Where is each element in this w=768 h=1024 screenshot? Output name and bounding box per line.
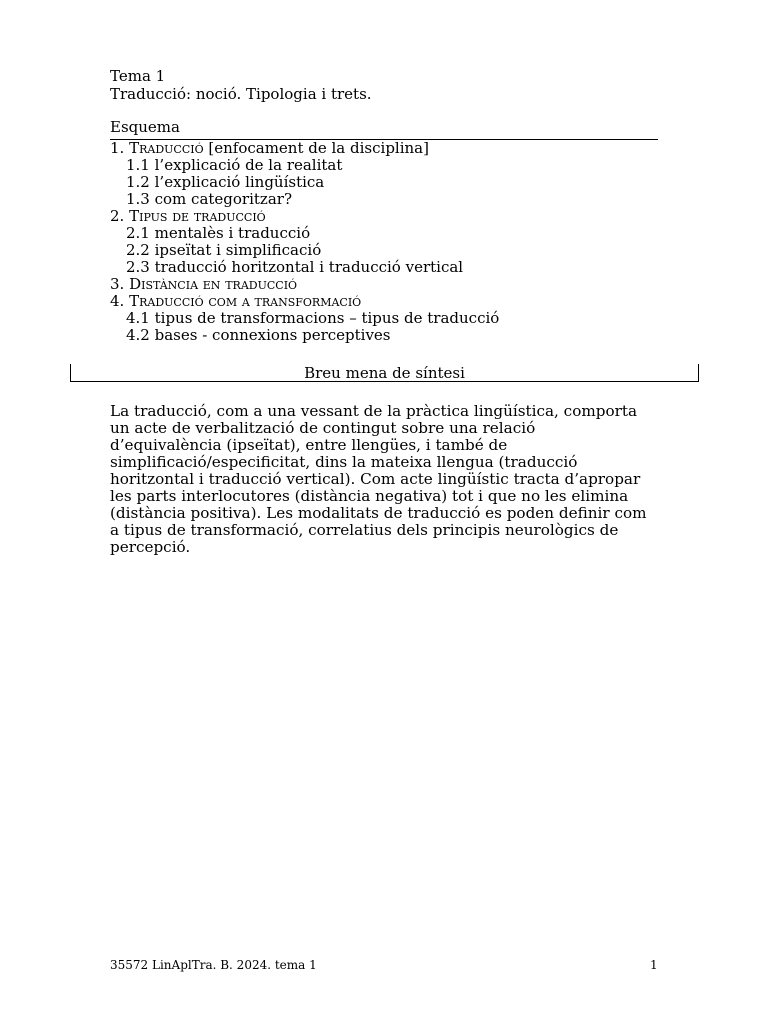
- outline-subitem: 2.3 traducció horitzontal i traducció vertical: [126, 258, 464, 276]
- synthesis-heading: Breu mena de síntesi: [70, 364, 699, 382]
- footer-page-number: 1: [650, 958, 658, 972]
- outline-section: [110, 140, 670, 157]
- outline-subitem: 1.2 l’explicació lingüística: [126, 173, 325, 191]
- outline-subitem: 1.1 l’explicació de la realitat: [126, 156, 343, 174]
- outline-subitem: 2.2 ipseïtat i simplificació: [126, 241, 322, 259]
- outline-section-note: [enfocament de la disciplina]: [203, 139, 429, 157]
- outline-title: Esquema: [110, 118, 180, 136]
- outline-section-number: 1.: [110, 139, 130, 157]
- outline-section-title: Traducció: [129, 139, 204, 157]
- outline-section-title: Traducció com a transformació: [129, 292, 362, 310]
- synthesis-paragraph: La traducció, com a una vessant de la pràctica lingüística, comporta un acte de verbalització de contingut sobre una relació d’equivalència (ipseïtat), entre llengües, i també de simplificació/especificitat, dins la mateixa llengua (traducció horitzontal i traducció vertical). Com acte lingüístic tracta d’apropar les parts interlocutores (distància negativa) tot i que no les elimina (distància positiva). Les modalitats de traducció es poden definir com a tipus de transformació, correlatius dels principis neurològics de percepció.: [110, 402, 647, 556]
- outline-section: [110, 208, 670, 225]
- outline-list: [110, 140, 670, 344]
- outline-subitem: 4.1 tipus de transformacions – tipus de traducció: [126, 309, 500, 327]
- outline-subitem: 2.1 mentalès i traducció: [126, 224, 311, 242]
- outline-subitem: 4.2 bases - connexions perceptives: [126, 326, 391, 344]
- outline-subitem: 1.3 com categoritzar?: [126, 190, 292, 208]
- outline-section-title: Tipus de traducció: [129, 207, 266, 225]
- footer-course-info: 35572 LinAplTra. B. 2024. tema 1: [110, 958, 317, 972]
- topic-title: Tema 1: [110, 67, 166, 85]
- outline-section-number: 2.: [110, 207, 130, 225]
- topic-subtitle: Traducció: noció. Tipologia i trets.: [110, 85, 372, 103]
- outline-section: [110, 276, 670, 293]
- outline-section: [110, 293, 670, 310]
- outline-section-number: 4.: [110, 292, 130, 310]
- outline-section-number: 3.: [110, 275, 130, 293]
- outline-section-title: Distància en traducció: [129, 275, 298, 293]
